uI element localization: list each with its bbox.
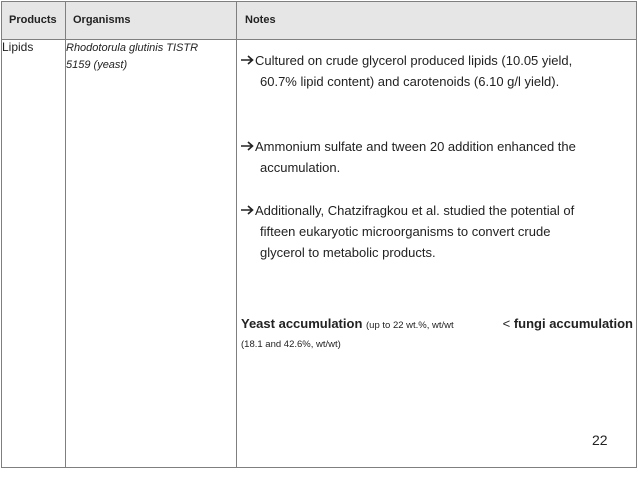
- summary-yeast: Yeast accumulation: [241, 316, 363, 331]
- organism-line: Rhodotorula glutinis TISTR: [66, 42, 199, 54]
- summary-line: [241, 316, 633, 331]
- note-text: Cultured on crude glycerol produced lipids (10.05 yield,: [255, 53, 573, 68]
- right-arrow-icon: [241, 50, 255, 71]
- note-text: 60.7% lipid content) and carotenoids (6.10 g/l yield).: [260, 74, 560, 89]
- data-table: [1, 1, 637, 468]
- summary-fungi: fungi accumulation: [513, 316, 633, 331]
- organism-cell: [66, 40, 237, 468]
- note-text: glycerol to metabolic products.: [260, 245, 436, 260]
- header-notes: Notes: [237, 2, 637, 40]
- note-text: fifteen eukaryotic microorganisms to convert crude: [260, 224, 551, 239]
- note-text: accumulation.: [260, 160, 341, 175]
- table-row: [2, 40, 637, 468]
- organism-line: 5159 (yeast): [66, 59, 128, 71]
- right-arrow-icon: [241, 136, 255, 157]
- header-organisms: Organisms: [66, 2, 237, 40]
- summary-yeast-detail: (up to 22 wt.%, wt/wt: [366, 320, 454, 331]
- summary: [241, 316, 633, 350]
- page-number: 22: [592, 432, 608, 448]
- note-text: Additionally, Chatzifragkou et al. studied the potential of: [255, 203, 575, 218]
- notes-cell: [237, 40, 637, 468]
- summary-fungi-detail: (18.1 and 42.6%, wt/wt): [241, 339, 341, 350]
- note-item: [241, 50, 633, 92]
- note-item: [241, 136, 633, 178]
- header-products: Products: [2, 2, 66, 40]
- summary-less-than: <: [502, 316, 511, 331]
- right-arrow-icon: [241, 200, 255, 221]
- note-item: [241, 200, 633, 263]
- product-cell: Lipids: [2, 40, 66, 468]
- note-text: Ammonium sulfate and tween 20 addition enhanced the: [255, 139, 576, 154]
- header-row: [2, 2, 637, 40]
